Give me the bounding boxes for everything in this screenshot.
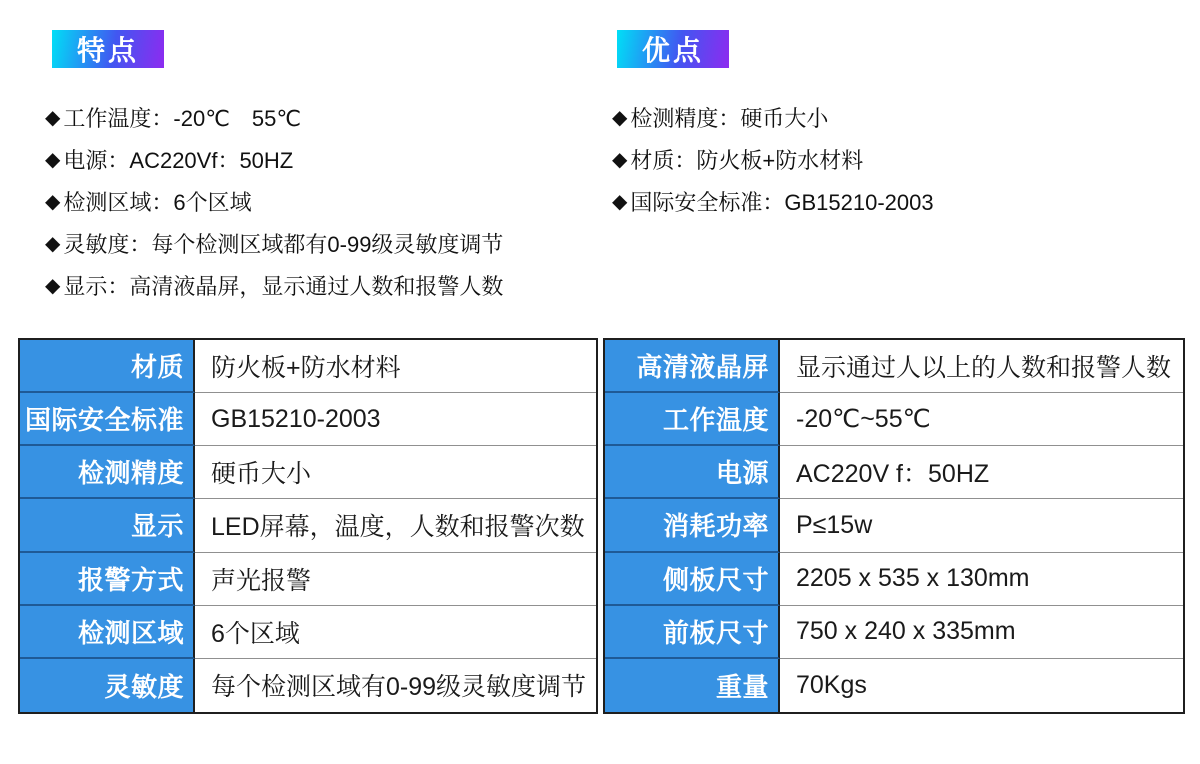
advantages-badge-label: 优点: [641, 35, 704, 66]
diamond-bullet-icon: ◆: [612, 106, 628, 129]
feature-bullet-text: 电源：AC220Vf：50HZ: [63, 147, 294, 173]
feature-bullet-text: 灵敏度：每个检测区域都有0-99级灵敏度调节: [63, 231, 504, 257]
spec-label: 高清液晶屏: [605, 340, 780, 393]
diamond-bullet-icon: ◆: [45, 148, 61, 171]
feature-bullet: [45, 222, 503, 264]
spec-table-right: [603, 338, 1185, 714]
spec-label: 电源: [605, 446, 780, 499]
feature-bullet-text: 显示：高清液晶屏，显示通过人数和报警人数: [63, 273, 504, 299]
spec-table-left: [18, 338, 598, 714]
features-bullet-list: [45, 96, 503, 306]
table-row: [605, 340, 1183, 393]
diamond-bullet-icon: ◆: [612, 148, 628, 171]
spec-value: 750 x 240 x 335mm: [780, 606, 1183, 659]
diamond-bullet-icon: ◆: [45, 274, 61, 297]
table-row: [20, 340, 596, 393]
features-badge: [52, 30, 164, 68]
spec-label: 检测精度: [20, 446, 195, 499]
diamond-bullet-icon: ◆: [45, 190, 61, 213]
table-row: [20, 446, 596, 499]
table-row: [20, 393, 596, 446]
spec-label: 重量: [605, 659, 780, 712]
advantage-bullet: [612, 138, 934, 180]
diamond-bullet-icon: ◆: [45, 232, 61, 255]
spec-value: 2205 x 535 x 130mm: [780, 553, 1183, 606]
spec-value: 防火板+防水材料: [195, 340, 596, 393]
spec-value: 声光报警: [195, 553, 596, 606]
features-badge-label: 特点: [76, 35, 139, 66]
table-row: [605, 606, 1183, 659]
table-row: [605, 499, 1183, 552]
spec-label: 报警方式: [20, 553, 195, 606]
advantages-badge: [617, 30, 729, 68]
table-row: [605, 553, 1183, 606]
table-row: [20, 606, 596, 659]
table-row: [20, 499, 596, 552]
advantage-bullet-text: 国际安全标准：GB15210-2003: [630, 189, 934, 215]
table-row: [20, 659, 596, 712]
spec-label: 材质: [20, 340, 195, 393]
advantage-bullet: [612, 96, 934, 138]
spec-label: 工作温度: [605, 393, 780, 446]
feature-bullet: [45, 96, 503, 138]
advantage-bullet: [612, 180, 934, 222]
table-row: [605, 659, 1183, 712]
diamond-bullet-icon: ◆: [612, 190, 628, 213]
spec-value: AC220V f：50HZ: [780, 446, 1183, 499]
spec-label: 国际安全标准: [20, 393, 195, 446]
spec-label: 前板尺寸: [605, 606, 780, 659]
advantage-bullet-text: 检测精度：硬币大小: [630, 105, 829, 131]
spec-value: 6个区域: [195, 606, 596, 659]
spec-value: -20℃~55℃: [780, 393, 1183, 446]
spec-value: 硬币大小: [195, 446, 596, 499]
spec-value: 每个检测区域有0-99级灵敏度调节: [211, 673, 587, 702]
spec-value: P≤15w: [780, 499, 1183, 552]
feature-bullet: [45, 180, 503, 222]
spec-label: 灵敏度: [20, 659, 195, 712]
advantages-bullet-list: [612, 96, 934, 222]
feature-bullet-text: 工作温度：-20℃ 55℃: [63, 105, 302, 131]
spec-label: 显示: [20, 499, 195, 552]
spec-value: LED屏幕，温度，人数和报警次数: [195, 499, 596, 552]
spec-value: GB15210-2003: [195, 393, 596, 446]
spec-label: 检测区域: [20, 606, 195, 659]
diamond-bullet-icon: ◆: [45, 106, 61, 129]
spec-value: 70Kgs: [796, 670, 867, 699]
table-row: [605, 393, 1183, 446]
feature-bullet: [45, 138, 503, 180]
advantage-bullet-text: 材质：防火板+防水材料: [630, 147, 864, 173]
feature-bullet-text: 检测区域：6个区域: [63, 189, 252, 215]
table-row: [20, 553, 596, 606]
spec-label: 侧板尺寸: [605, 553, 780, 606]
spec-label: 消耗功率: [605, 499, 780, 552]
spec-value: 显示通过人以上的人数和报警人数: [780, 340, 1183, 393]
table-row: [605, 446, 1183, 499]
feature-bullet: [45, 264, 503, 306]
